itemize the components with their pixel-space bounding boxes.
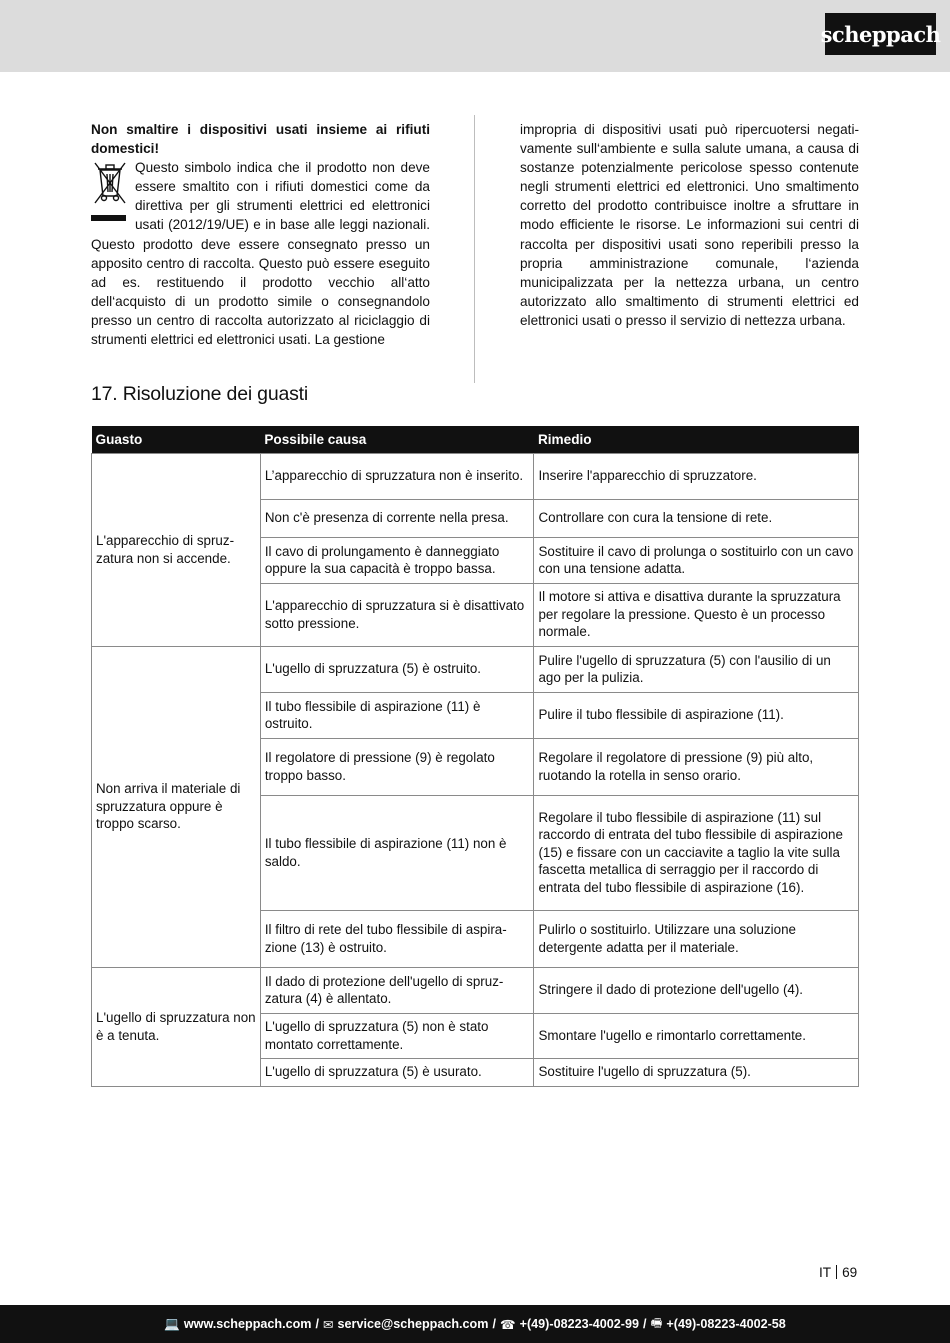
remedy-cell: Il motore si attiva e disattiva durante la spruzzatura per regolare la pressione. Questo è un processo normale. [534, 583, 859, 646]
footer-website[interactable]: www.scheppach.com [183, 1317, 312, 1331]
remedy-cell: Smontare l'ugello e rimontarlo correttamente. [534, 1013, 859, 1058]
header-band [0, 0, 950, 72]
header-fault: Guasto [92, 426, 261, 453]
table-row [92, 646, 859, 692]
weee-underline-bar [91, 215, 126, 221]
disposal-right-column [520, 120, 859, 330]
cause-cell: Il dado di protezione dell'ugello di spruzzatura (4) è allentato. [260, 967, 534, 1013]
phone-icon: ☎ [499, 1317, 516, 1332]
page-language: IT [819, 1265, 832, 1280]
cause-cell: L'apparecchio di spruzzatura si è disattivato sotto pressione. [260, 583, 534, 646]
remedy-cell: Pulire l'ugello di spruzzatura (5) con l'ausilio di un ago per la pulizia. [534, 646, 859, 692]
disposal-text-left: Questo simbolo indica che il prodotto non deve essere smaltito con i rifiuti domestici come da direttiva per gli strumenti elettrici ed elettronici usati (2012/19/UE) e in base alle leggi nazionali. Questo prodotto deve essere consegnato presso un apposito centro di raccolta. Questo può essere eseguito ad es. restituendo il prodotto vecchio all‘atto dell‘acquisto di un prodotto simile o consegnandolo presso un centro di raccolta autorizzato al riciclaggio di strumenti elettrici ed elettronici usati. La gestione [91, 160, 430, 348]
page-number-value: 69 [842, 1265, 858, 1280]
cause-cell: Il cavo di prolungamento è danneggiato oppure la sua capacità è troppo bassa. [260, 537, 534, 583]
section-title: 17. Risoluzione dei guasti [91, 383, 309, 405]
fax-icon: 🖷 [650, 1315, 663, 1330]
mail-icon: ✉ [322, 1317, 334, 1332]
disposal-left-column [91, 120, 430, 349]
scheppach-logo: scheppach [825, 13, 936, 55]
table-row [92, 967, 859, 1013]
footer-fax: +(49)-08223-4002-58 [666, 1317, 786, 1331]
header-cause: Possibile causa [260, 426, 534, 453]
cause-cell: Il tubo flessibile di aspirazione (11) è ostruito. [260, 692, 534, 738]
cause-cell: L'ugello di spruzzatura (5) è ostruito. [260, 646, 534, 692]
remedy-cell: Inserire l'apparecchio di spruzzatore. [534, 453, 859, 499]
cause-cell: Il filtro di rete del tubo flessibile di aspirazione (13) è ostruito. [260, 910, 534, 967]
remedy-cell: Sostituire il cavo di prolunga o sostituirlo con un cavo con una tensione adatta. [534, 537, 859, 583]
page-number-separator [836, 1265, 837, 1279]
cause-cell: L’apparecchio di spruzzatura non è inserito. [260, 453, 534, 499]
table-row [92, 453, 859, 499]
page-number [819, 1265, 857, 1280]
footer-email[interactable]: service@scheppach.com [337, 1317, 489, 1331]
remedy-cell: Controllare con cura la tensione di rete. [534, 499, 859, 537]
troubleshooting-table [91, 426, 859, 1087]
cause-cell: Il tubo flessibile di aspirazione (11) non è saldo. [260, 795, 534, 910]
fault-cell: Non arriva il materiale di spruzzatura oppure è troppo scarso. [92, 646, 261, 967]
remedy-cell: Pulire il tubo flessibile di aspirazione (11). [534, 692, 859, 738]
cause-cell: Il regolatore di pressione (9) è regolato troppo basso. [260, 738, 534, 795]
remedy-cell: Stringere il dado di protezione dell'ugello (4). [534, 967, 859, 1013]
header-remedy: Rimedio [534, 426, 859, 453]
computer-icon: 💻 [164, 1316, 180, 1331]
footer-bar [0, 1305, 950, 1343]
footer-separator: / [643, 1317, 647, 1331]
remedy-cell: Regolare il regolatore di pressione (9) più alto, ruotando la rotella in senso orario. [534, 738, 859, 795]
cause-cell: Non c'è presenza di corrente nella presa. [260, 499, 534, 537]
weee-crossed-bin-icon [91, 160, 129, 218]
disposal-text-right: impropria di dispositivi usati può ripercuotersi negativamente sull‘ambiente e sulla salute umana, a causa di sostanze potenzialmente pericolose spesso contenute negli strumenti elettrici ed elettronici. Uno smaltimento corretto del prodotto contribuisce inoltre a sfruttare in modo efficiente le risorse. Le informazioni sui centri di raccolta per dispositivi usati sono reperibili presso la propria amministrazione comunale, l‘azienda municipalizzata per la nettezza urbana, un centro autorizzato allo smaltimento di strumenti elettrici ed elettronici usati o presso il servizio di nettezza urbana. [520, 122, 859, 328]
disposal-warning-title: Non smaltire i dispositivi usati insieme ai rifiuti domestici! [91, 122, 430, 157]
cause-cell: L'ugello di spruzzatura (5) non è stato montato correttamente. [260, 1013, 534, 1058]
fault-cell: L'apparecchio di spruzzatura non si accende. [92, 453, 261, 646]
remedy-cell: Pulirlo o sostituirlo. Utilizzare una soluzione detergente adatta per il materiale. [534, 910, 859, 967]
footer-separator: / [492, 1317, 496, 1331]
column-divider [474, 115, 475, 383]
footer-phone: +(49)-08223-4002-99 [519, 1317, 640, 1331]
footer-separator: / [315, 1317, 319, 1331]
cause-cell: L'ugello di spruzzatura (5) è usurato. [260, 1058, 534, 1086]
remedy-cell: Sostituire l'ugello di spruzzatura (5). [534, 1058, 859, 1086]
fault-cell: L'ugello di spruzzatura non è a tenuta. [92, 967, 261, 1086]
remedy-cell: Regolare il tubo flessibile di aspirazione (11) sul raccordo di entrata del tubo flessibile di aspirazione (15) e fissare con un cacciavite a taglio la vite sulla fascetta metallica di serraggio per il raccordo di entrata del tubo flessibile di aspirazione (16). [534, 795, 859, 910]
table-header-row [92, 426, 859, 453]
